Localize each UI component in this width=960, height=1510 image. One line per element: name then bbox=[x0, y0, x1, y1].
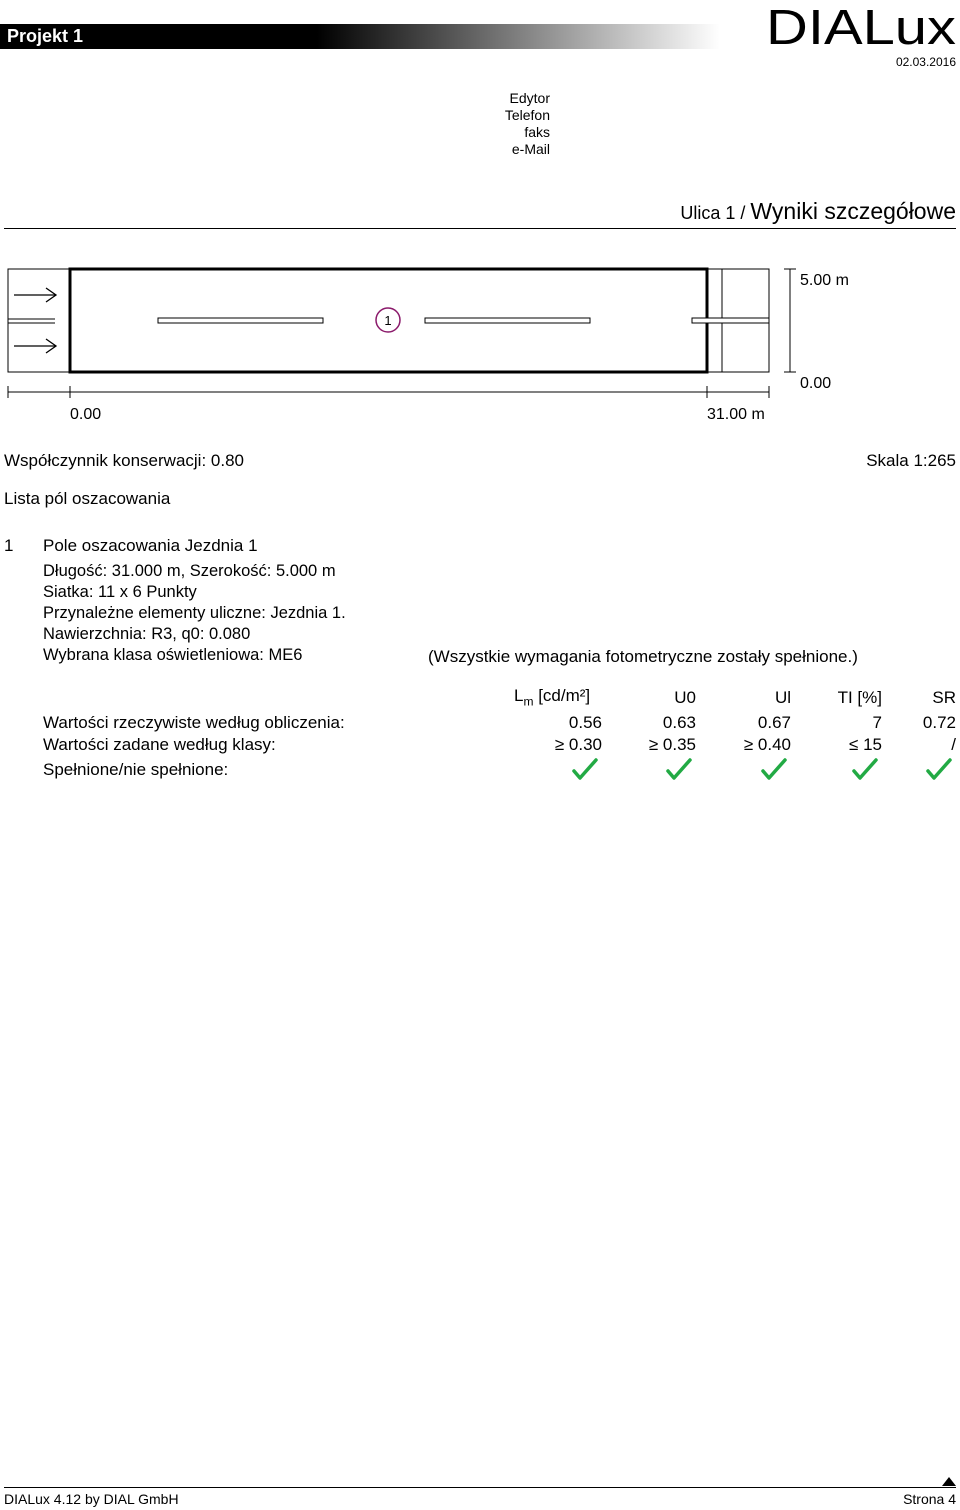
row-target-label: Wartości zadane według klasy: bbox=[43, 735, 276, 754]
scale-label: Skala 1:265 bbox=[866, 451, 956, 470]
contact-fax: faks bbox=[524, 124, 550, 140]
check-icon-u0 bbox=[666, 758, 692, 782]
height-label-bottom: 0.00 bbox=[800, 375, 832, 392]
height-label-top: 5.00 m bbox=[800, 272, 849, 289]
center-marking-2 bbox=[425, 318, 590, 323]
dialux-logo bbox=[766, 4, 958, 48]
field-detail-grid: Siatka: 11 x 6 Punkty bbox=[43, 583, 197, 601]
page-title-prefix: Ulica 1 / bbox=[680, 203, 751, 223]
footer-page-number: Strona 4 bbox=[903, 1491, 956, 1507]
footer-divider bbox=[4, 1487, 956, 1488]
field-name: Pole oszacowania Jezdnia 1 bbox=[43, 536, 258, 555]
list-title: Lista pól oszacowania bbox=[4, 489, 171, 508]
footer-triangle-icon bbox=[942, 1477, 956, 1486]
actual-lm: 0.56 bbox=[568, 713, 602, 732]
check-icon-lm bbox=[572, 758, 598, 782]
field-index: 1 bbox=[4, 536, 14, 555]
header-bar bbox=[0, 24, 720, 49]
col-header-ti: TI [%] bbox=[837, 688, 882, 707]
page-title-main: Wyniki szczegółowe bbox=[750, 198, 956, 224]
requirements-note: (Wszystkie wymagania fotometryczne zostały spełnione.) bbox=[428, 647, 858, 666]
check-icon-ul bbox=[761, 758, 787, 782]
contact-block bbox=[470, 90, 550, 158]
field-marker-text: 1 bbox=[384, 313, 392, 328]
target-u0: ≥ 0.35 bbox=[648, 735, 696, 754]
actual-ul: 0.67 bbox=[757, 713, 791, 732]
contact-email: e-Mail bbox=[511, 141, 550, 157]
field-details bbox=[43, 561, 346, 666]
heading-divider bbox=[4, 228, 956, 229]
field-detail-dimensions: Długość: 31.000 m, Szerokość: 5.000 m bbox=[43, 562, 336, 580]
logo-text: DIALux bbox=[766, 4, 956, 48]
field-detail-surface: Nawierzchnia: R3, q0: 0.080 bbox=[43, 625, 251, 643]
target-ti: ≤ 15 bbox=[849, 735, 882, 754]
road-diagram bbox=[0, 262, 870, 432]
footer-software: DIALux 4.12 by DIAL GmbH bbox=[4, 1491, 179, 1507]
center-marking-3 bbox=[692, 318, 769, 323]
width-label-right: 31.00 m bbox=[707, 406, 765, 423]
field-detail-class: Wybrana klasa oświetleniowa: ME6 bbox=[43, 646, 303, 664]
actual-u0: 0.63 bbox=[662, 713, 696, 732]
check-icon-sr bbox=[926, 758, 952, 782]
contact-phone: Telefon bbox=[504, 107, 550, 123]
target-ul: ≥ 0.40 bbox=[743, 735, 791, 754]
actual-ti: 7 bbox=[872, 713, 882, 732]
col-header-ul: Ul bbox=[774, 688, 791, 707]
row-actual-label: Wartości rzeczywiste według obliczenia: bbox=[43, 713, 345, 732]
project-title: Projekt 1 bbox=[7, 26, 84, 46]
report-date: 02.03.2016 bbox=[895, 55, 956, 69]
actual-sr: 0.72 bbox=[922, 713, 956, 732]
contact-editor: Edytor bbox=[509, 90, 550, 106]
page-title bbox=[680, 198, 956, 225]
center-marking-1 bbox=[158, 318, 323, 323]
col-header-u0: U0 bbox=[674, 688, 696, 707]
col-header-sr: SR bbox=[932, 688, 956, 707]
target-sr: / bbox=[951, 735, 956, 754]
field-detail-elements: Przynależne elementy uliczne: Jezdnia 1. bbox=[43, 604, 346, 622]
row-ok-label: Spełnione/nie spełnione: bbox=[43, 760, 229, 779]
col-header-lm: $L_m$ [cd/m²] bbox=[514, 686, 591, 709]
maintenance-factor: Współczynnik konserwacji: 0.80 bbox=[4, 451, 244, 470]
target-lm: ≥ 0.30 bbox=[554, 735, 602, 754]
check-icon-ti bbox=[852, 758, 878, 782]
direction-arrow-1 bbox=[14, 288, 56, 302]
width-label-left: 0.00 bbox=[70, 406, 102, 423]
direction-arrow-2 bbox=[14, 339, 56, 353]
